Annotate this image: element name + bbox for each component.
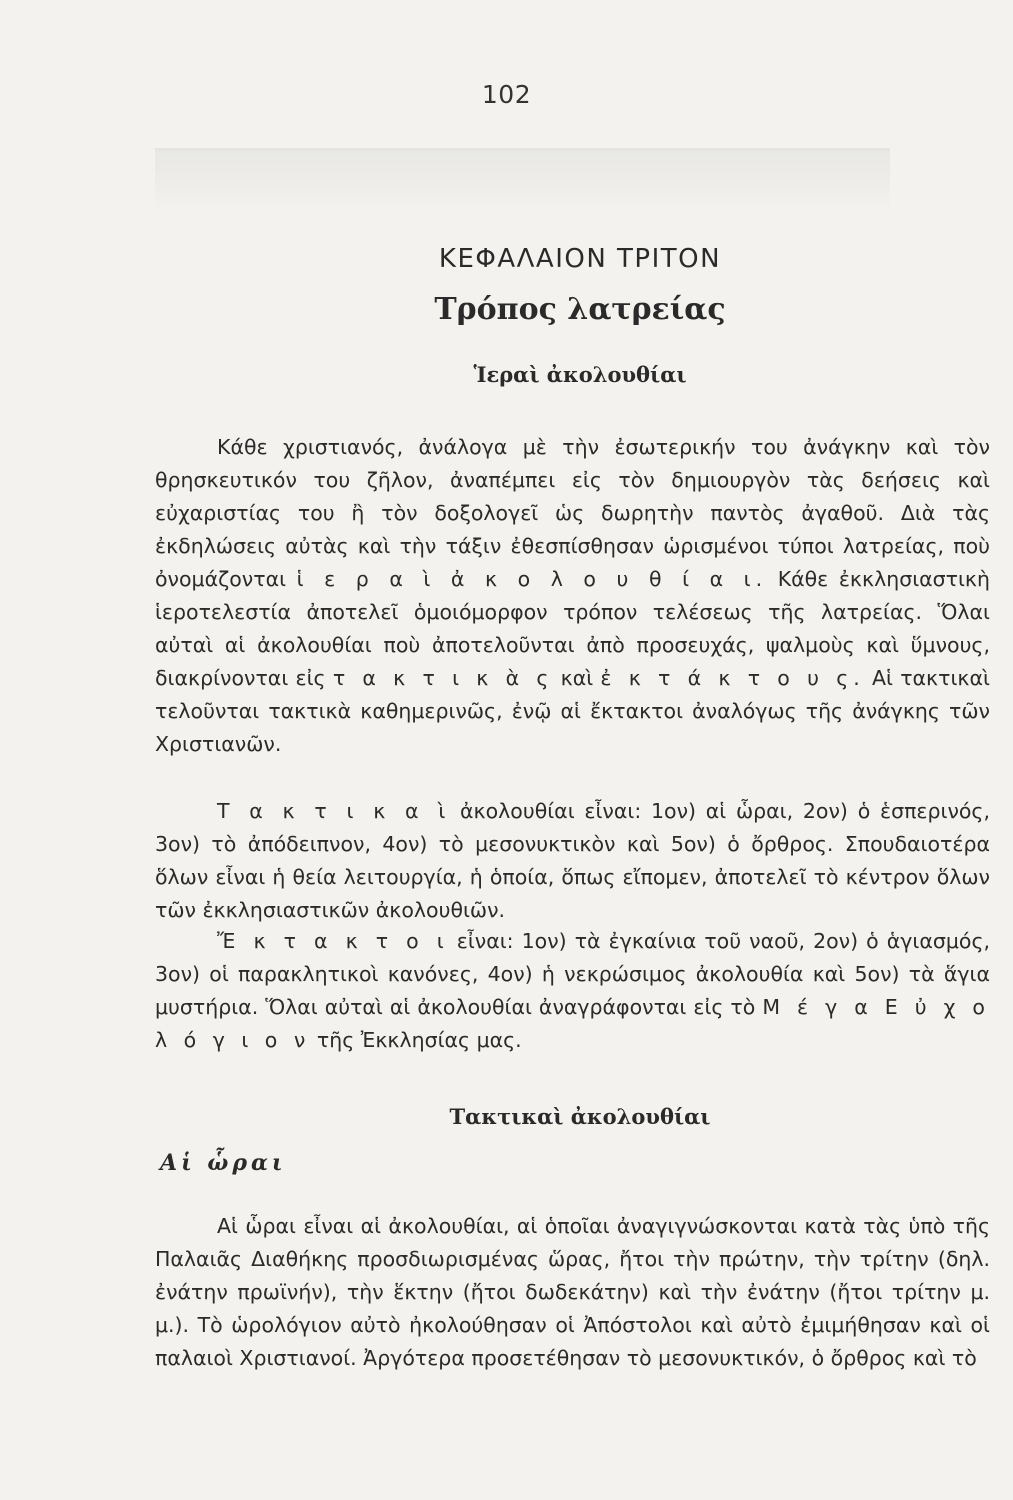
paragraph-regular-services <box>155 795 990 927</box>
spaced-term-regular-services: Τ α κ τ ι κ α ὶ <box>217 799 451 823</box>
spaced-term-extraordinary: ἐ κ τ ά κ τ ο υ ς. <box>600 666 865 690</box>
spaced-term-great-euchologion: Μ έ γ α Ε ὐ χ ο λ ό γ ι ο ν <box>155 995 990 1052</box>
text-span: Αἱ τακτικαὶ τελοῦνται τακτικὰ καθημερινῶς, ἐνῷ αἱ ἔκτακτοι ἀναλόγως τῆς ἀνάγκης τῶν Χριστιανῶν. <box>155 666 990 756</box>
text-span: καὶ <box>560 666 594 690</box>
subsection-title: Ἱεραὶ ἀκολουθίαι <box>473 362 687 387</box>
chapter-title: ΚΕΦΑΛΑΙΟΝ ΤΡΙΤΟΝ <box>438 244 722 274</box>
text-span: ἀκολουθίαι εἶναι: 1ον) αἱ ὧραι, 2ον) ὁ ἑσπερινός, 3ον) τὸ ἀπόδειπνον, 4ον) τὸ μεσονυκτικὸν καὶ 5ον) ὁ ὄρθρος. Σπουδαιοτέρα ὅλων εἶναι ἡ θεία λειτουργία, ἡ ὁποία, ὅπως εἴπομεν, ἀποτελεῖ τὸ κέντρον ὅλων τῶν ἐκκλησιαστικῶν ἀκολουθιῶν. <box>155 799 990 922</box>
text-span: Κάθε ἐκκλησιαστικὴ ἱεροτελεστία ἀποτελεῖ ὁμοιόμορφον τρόπον τελέσεως τῆς λατρείας. Ὅλαι αὐταὶ αἱ ἀκολουθίαι ποὺ ἀποτελοῦνται ἀπὸ προσευχάς, ψαλμοὺς καὶ ὕμνους, διακρίνονται εἰς <box>155 567 990 690</box>
text-span: εἶναι: 1ον) τὰ ἐγκαίνια τοῦ ναοῦ, 2ον) ὁ ἁγιασμός, 3ον) οἱ παρακλητικοὶ κανόνες, 4ον) ἡ νεκρώσιμος ἀκολουθία καὶ 5ον) τὰ ἅγια μυστήρια. Ὅλαι αὐταὶ αἱ ἀκολουθίαι ἀναγράφονται εἰς τὸ <box>155 929 990 1019</box>
paragraph-hours <box>155 1210 990 1375</box>
paragraph-extraordinary-text <box>155 925 990 1057</box>
paragraph-intro-text <box>155 431 990 761</box>
section-title: Τρόπος λατρείας <box>434 292 726 327</box>
page-number: 102 <box>481 80 532 109</box>
text-span: Κάθε χριστιανός, ἀνάλογα μὲ τὴν ἐσωτερικήν του ἀνάγκην καὶ τὸν θρησκευτικόν του ζῆλον, ἀναπέμπει εἰς τὸν δημιουργὸν τὰς δεήσεις καὶ εὐχαριστίας του ἢ τὸν δοξολογεῖ ὡς δωρητὴν παντὸς ἀγαθοῦ. Διὰ τὰς ἐκδηλώσεις αὐτὰς καὶ τὴν τάξιν ἐθεσπίσθησαν ὡρισμένοι τύποι λατρείας, ποὺ ὀνομάζονται <box>155 435 990 591</box>
text-span: τῆς Ἐκκλησίας μας. <box>316 1028 522 1052</box>
spaced-term-extraordinary-services: Ἔ κ τ α κ τ ο ι <box>217 929 449 953</box>
hours-heading: Αἱ ὧραι <box>160 1150 287 1176</box>
spaced-term-regular: τ α κ τ ι κ ὰ ς <box>332 666 554 690</box>
decorative-header-ornament <box>155 148 890 211</box>
spaced-term-sacred-services: ἱ ε ρ α ὶ ἀ κ ο λ ο υ θ ί α ι. <box>296 567 768 591</box>
paragraph-extraordinary-services <box>155 925 990 1057</box>
regular-services-heading: Τακτικαὶ ἀκολουθίαι <box>449 1104 711 1129</box>
paragraph-hours-text: Αἱ ὧραι εἶναι αἱ ἀκολουθίαι, αἱ ὁποῖαι ἀναγιγνώσκονται κατὰ τὰς ὑπὸ τῆς Παλαιᾶς Διαθήκης προσδιωρισμένας ὥρας, ἤτοι τὴν πρώτην, τὴν τρίτην (δηλ. ἐνάτην πρωϊνήν), τὴν ἕκτην (ἤτοι δωδεκάτην) καὶ τὴν ἐνάτην (ἤτοι τρίτην μ. μ.). Τὸ ὡρολόγιον αὐτὸ ἠκολούθησαν οἱ Ἀπόστολοι καὶ αὐτὸ ἐμιμήθησαν καὶ οἱ παλαιοὶ Χριστιανοί. Ἀργότερα προσετέθησαν τὸ μεσονυκτικόν, ὁ ὄρθρος καὶ τὸ <box>155 1214 990 1370</box>
paragraph-regular-text <box>155 795 990 927</box>
paragraph-intro <box>155 431 990 761</box>
